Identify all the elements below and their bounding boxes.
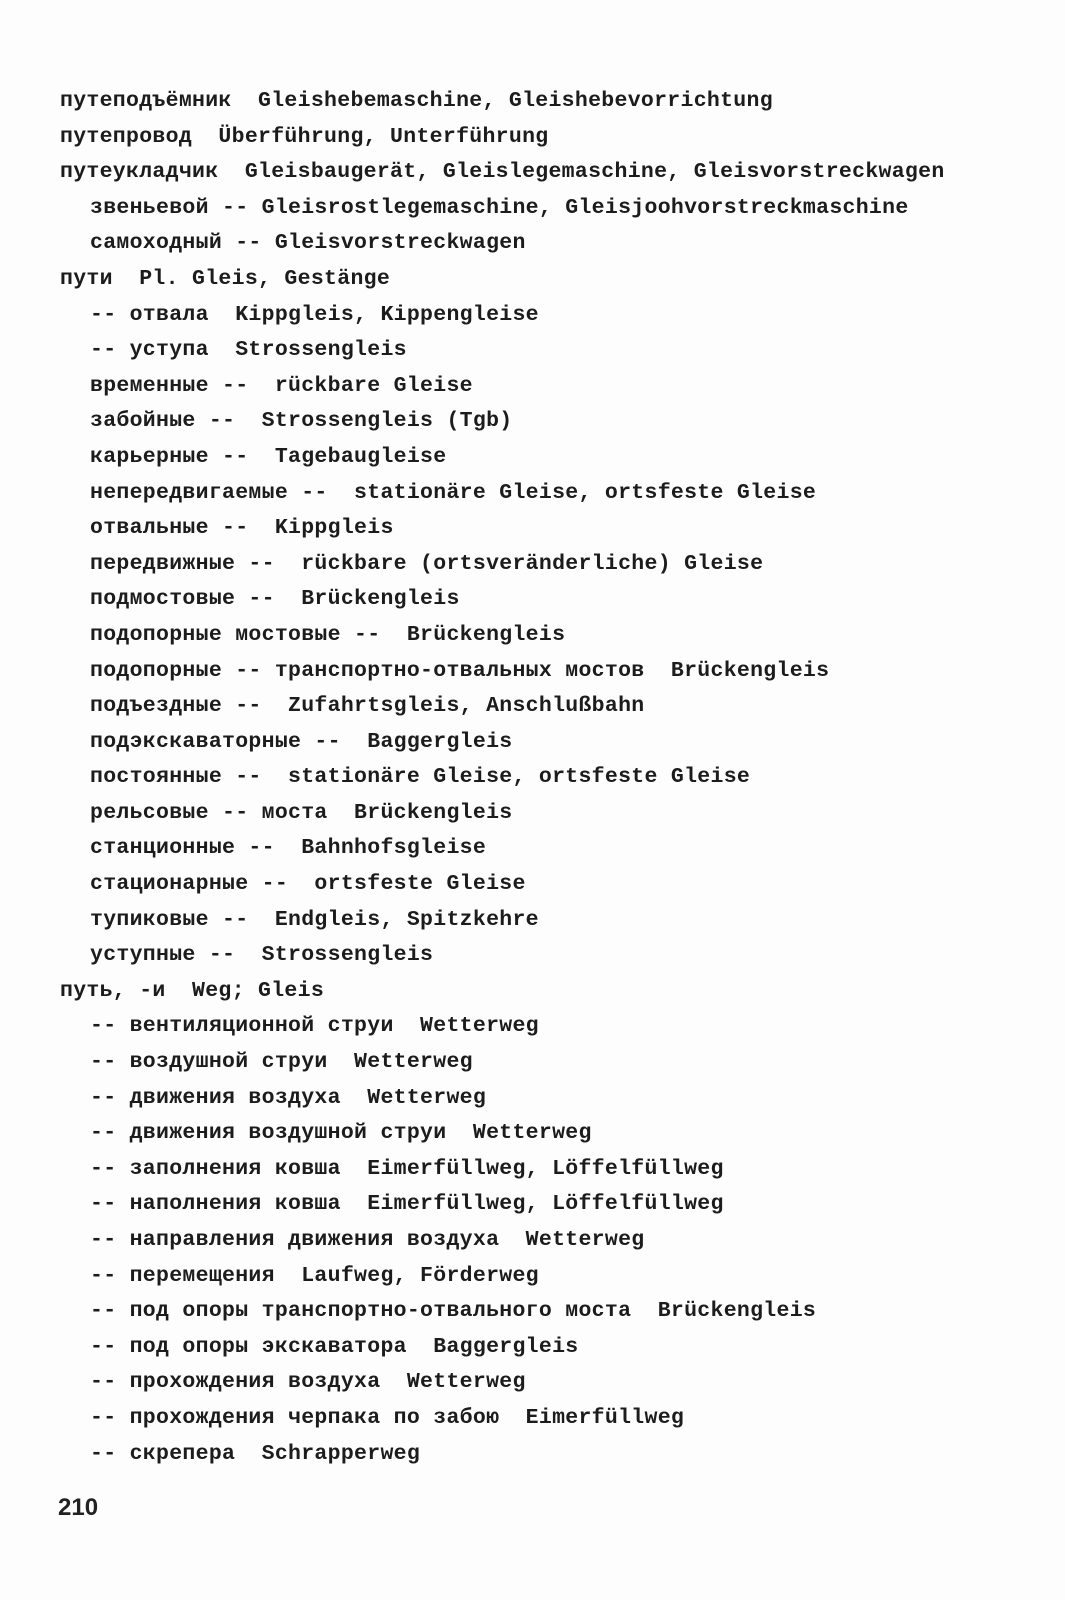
- sub-entry: подъездные -- Zufahrtsgleis, Anschlußbahn: [90, 694, 645, 719]
- sub-entry: -- наполнения ковша Eimerfüllweg, Löffelfüllweg: [90, 1192, 724, 1217]
- sub-entry: -- направления движения воздуха Wetterweg: [90, 1228, 645, 1252]
- sub-entry: -- скрепера Schrapperweg: [90, 1441, 421, 1466]
- sub-entry: рельсовые -- моста Brückengleis: [90, 800, 513, 825]
- sub-entry: временные -- rückbare Gleise: [90, 373, 473, 398]
- sub-entry: подмостовые -- Brückengleis: [90, 587, 460, 612]
- sub-entry: отвальные -- Kippgleis: [90, 516, 394, 541]
- sub-entry: -- вентиляционной струи Wetterweg: [90, 1014, 539, 1039]
- sub-entry: -- заполнения ковша Eimerfüllweg, Löffelfüllweg: [90, 1156, 724, 1181]
- sub-entry: подэкскаваторные -- Baggergleis: [90, 729, 513, 754]
- sub-entry: уступные -- Strossengleis: [90, 943, 434, 968]
- sub-entry: звеньевой -- Gleisrostlegemaschine, Gleisjoohvorstreckmaschine: [90, 195, 909, 220]
- sub-entry: тупиковые -- Endgleis, Spitzkehre: [90, 907, 539, 932]
- sub-entry: -- движения воздушной струи Wetterweg: [90, 1121, 592, 1146]
- sub-entry: стационарные -- ortsfeste Gleise: [90, 872, 526, 897]
- sub-entry: -- уступа Strossengleis: [90, 338, 407, 363]
- sub-entry: постоянные -- stationäre Gleise, ortsfeste Gleise: [90, 765, 751, 790]
- sub-entry: подопорные мостовые -- Brückengleis: [90, 622, 566, 647]
- page-number: 210: [58, 1494, 99, 1521]
- sub-entry: самоходный -- Gleisvorstreckwagen: [90, 231, 526, 256]
- sub-entry: забойные -- Strossengleis (Tgb): [90, 409, 513, 434]
- sub-entry: -- прохождения воздуха Wetterweg: [90, 1370, 526, 1395]
- sub-entry: -- движения воздуха Wetterweg: [90, 1085, 487, 1110]
- sub-entry: -- воздушной струи Wetterweg: [90, 1050, 473, 1075]
- sub-entry: -- под опоры транспортно-отвального моста Brückengleis: [90, 1299, 817, 1324]
- sub-entry: станционные -- Bahnhofsgleise: [90, 836, 487, 861]
- sub-entry: -- перемещения Laufweg, Förderweg: [90, 1263, 539, 1288]
- headword-entry: путепровод Überführung, Unterführung: [60, 124, 549, 149]
- sub-entry: -- отвала Kippgleis, Kippengleise: [90, 302, 539, 327]
- headword-entry: путеподъёмник Gleishebemaschine, Gleishebevorrichtung: [60, 89, 773, 113]
- headword-entry: путь, -и Weg; Gleis: [60, 978, 325, 1003]
- sub-entry: -- прохождения черпака по забою Eimerfüllweg: [90, 1405, 685, 1430]
- sub-entry: непередвигаемые -- stationäre Gleise, ortsfeste Gleise: [90, 480, 817, 505]
- dictionary-entry-list: [60, 84, 1050, 1472]
- headword-entry: пути Pl. Gleis, Gestänge: [60, 266, 391, 291]
- sub-entry: карьерные -- Tagebaugleise: [90, 444, 447, 469]
- sub-entry: передвижные -- rückbare (ortsveränderliche) Gleise: [90, 551, 764, 576]
- sub-entry: подопорные -- транспортно-отвальных мостов Brückengleis: [90, 658, 830, 683]
- headword-entry: путеукладчик Gleisbaugerät, Gleislegemaschine, Gleisvorstreckwagen: [60, 160, 945, 185]
- sub-entry: -- под опоры экскаватора Baggergleis: [90, 1334, 579, 1359]
